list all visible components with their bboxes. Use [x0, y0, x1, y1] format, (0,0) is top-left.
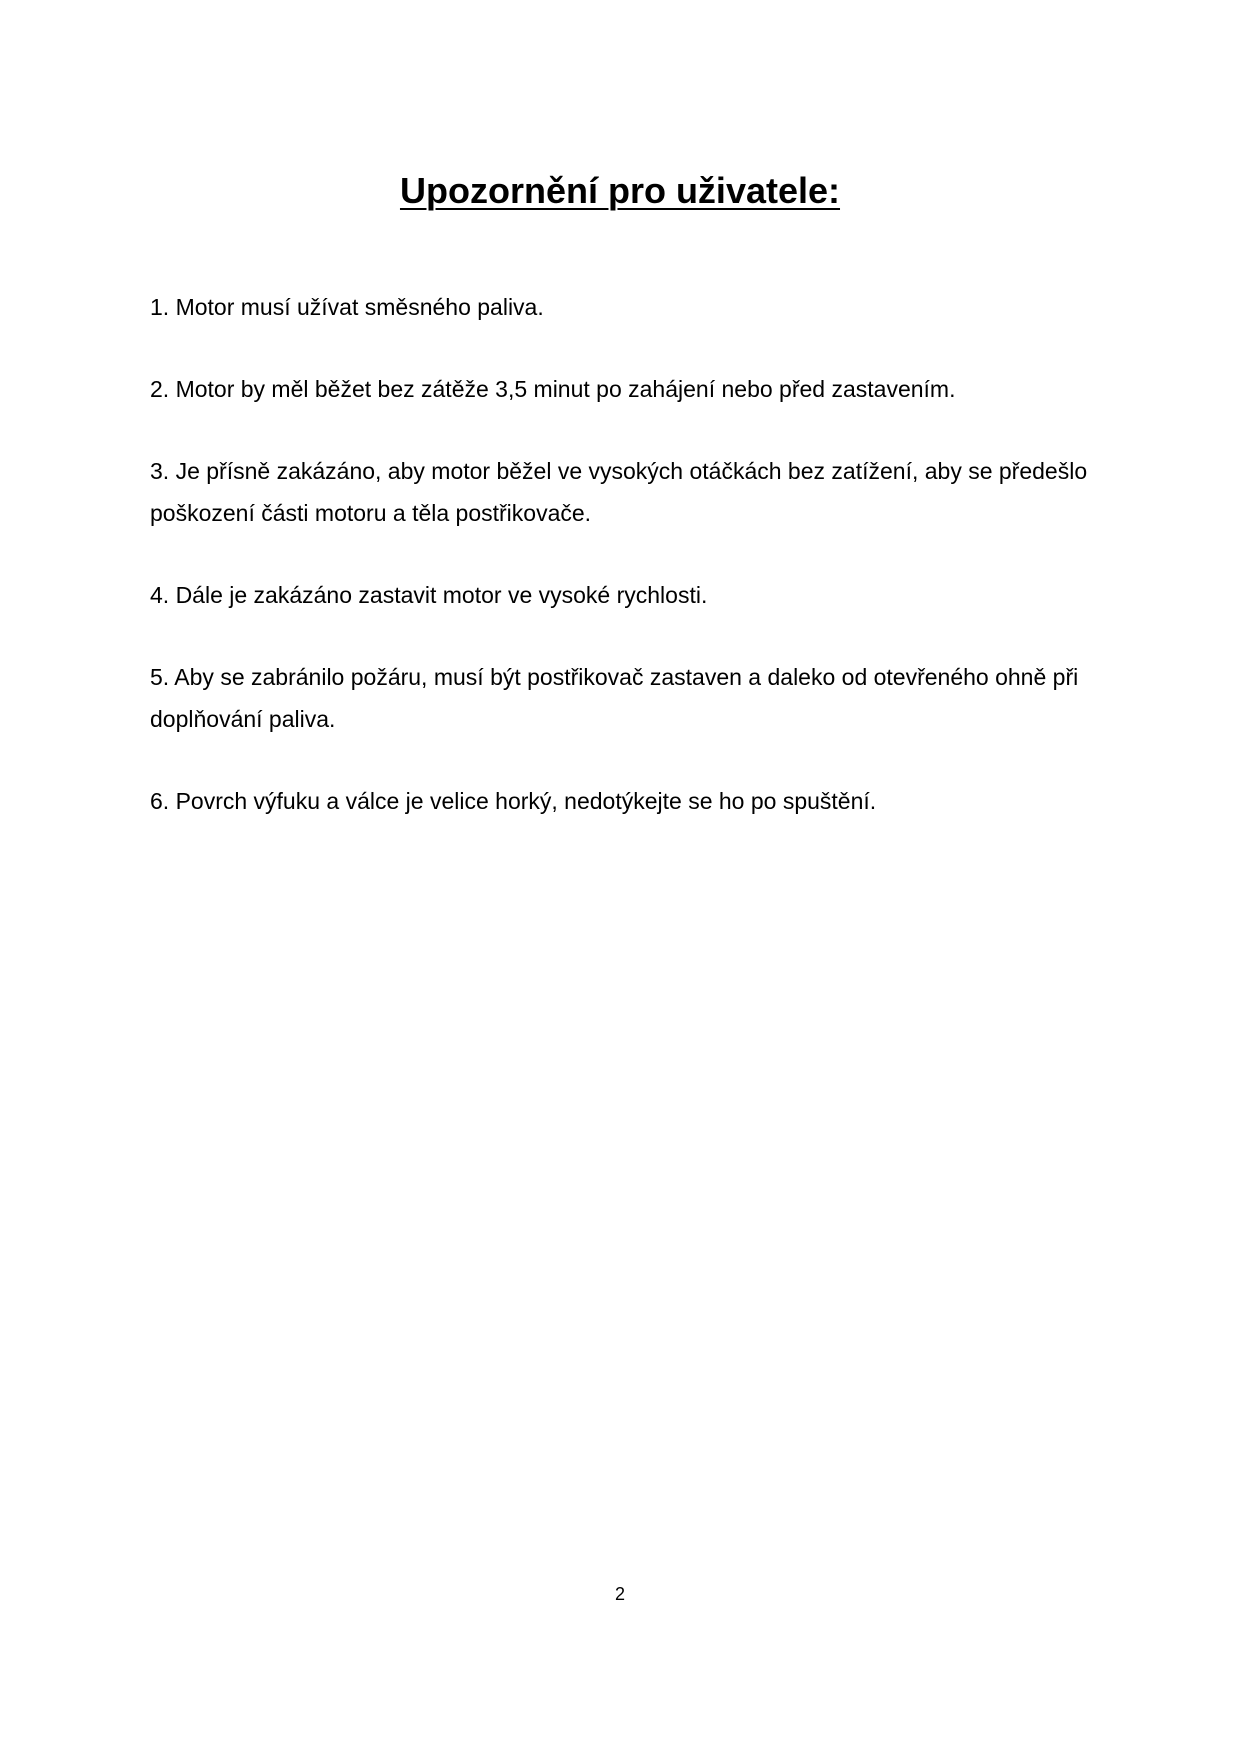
- notice-item-5: 5. Aby se zabránilo požáru, musí být postřikovač zastaven a daleko od otevřeného ohně při doplňování paliva.: [150, 664, 1079, 732]
- notice-list: [150, 286, 1100, 862]
- notice-item-6: 6. Povrch výfuku a válce je velice horký, nedotýkejte se ho po spuštění.: [150, 788, 877, 814]
- page-title: Upozornění pro uživatele:: [399, 170, 841, 212]
- notice-item-3: 3. Je přísně zakázáno, aby motor běžel ve vysokých otáčkách bez zatížení, aby se předešlo poškození části motoru a těla postřikovače.: [150, 458, 1088, 526]
- notice-item-2: 2. Motor by měl běžet bez zátěže 3,5 minut po zahájení nebo před zastavením.: [150, 376, 956, 402]
- notice-item-1: 1. Motor musí užívat směsného paliva.: [150, 294, 544, 320]
- page-number: 2: [614, 1584, 625, 1604]
- notice-item-4: 4. Dále je zakázáno zastavit motor ve vysoké rychlosti.: [150, 582, 708, 608]
